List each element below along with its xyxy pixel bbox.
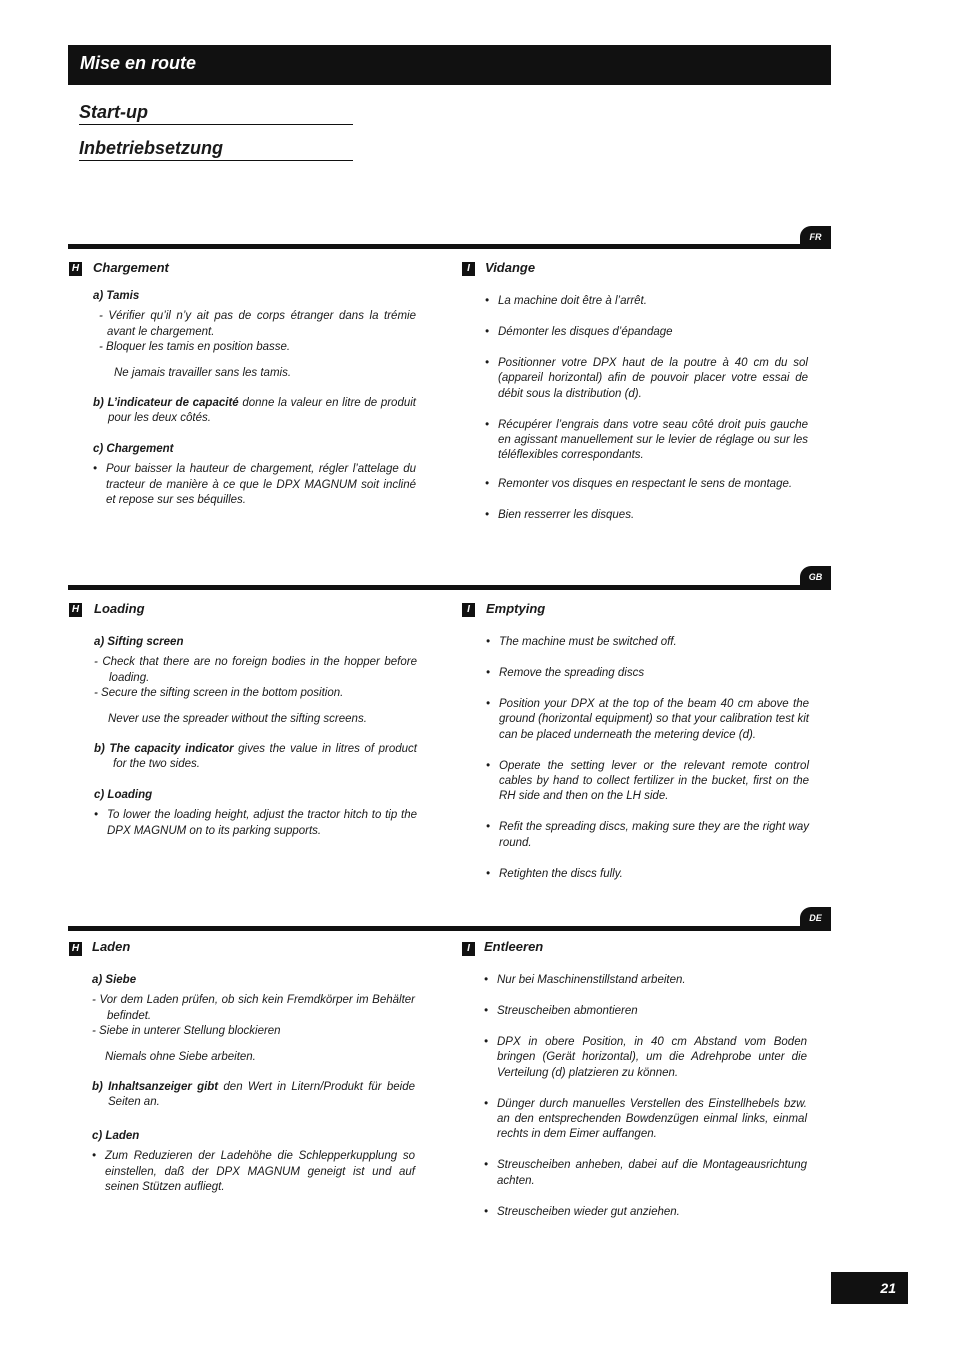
marker-i-de: I — [462, 942, 475, 956]
fr-b-bold: b) L’indicateur de capacité — [93, 397, 239, 410]
gb-right-column — [486, 635, 809, 882]
de-c-item-1: • Zum Reduzieren der Ladehöhe die Schlepperkupplung so einstellen, daß der DPX MAGNUM geneigt ist und auf seinen Stützen aufliegt. — [92, 1150, 415, 1194]
de-right-column — [484, 973, 807, 1220]
section-title-loading: Loading — [94, 601, 145, 616]
gb-b-paragraph — [94, 742, 417, 773]
gb-list-item: • Retighten the discs fully. — [486, 867, 623, 880]
de-list-item: • Dünger durch manuelles Verstellen des Einstellhebels bzw. an den entsprechenden Bowdenzügen einmal links, einmal rechts in dem Eimer auffangen. — [484, 1097, 807, 1141]
fr-c-item-1: • Pour baisser la hauteur de chargement, régler l’attelage du tracteur de manière à ce que le DPX MAGNUM soit incliné et repose sur ses béquilles. — [93, 463, 416, 507]
fr-a-note: Ne jamais travailler sans les tamis. — [114, 366, 292, 379]
lang-badge-fr: FR — [800, 226, 831, 248]
gb-list-item: • Position your DPX at the top of the beam 40 cm above the ground (horizontal equipment) so that your calibration test kit can be placed underneath the metering device (d). — [486, 697, 809, 741]
de-list-item: • Nur bei Maschinenstillstand arbeiten. — [484, 974, 686, 986]
gb-c-title: c) Loading — [94, 788, 153, 801]
de-b-bold: b) Inhaltsanzeiger gibt — [92, 1081, 219, 1094]
fr-right-column — [485, 294, 808, 523]
lang-badge-gb: GB — [800, 566, 831, 588]
gb-left-column — [94, 635, 417, 839]
section-rule-fr — [68, 244, 831, 249]
gb-a-item-2: - Secure the sifting screen in the bottom position. — [94, 687, 344, 700]
de-c-title: c) Laden — [92, 1129, 140, 1142]
gb-a-note: Never use the spreader without the sifting screens. — [108, 712, 367, 725]
fr-list-item: • Positionner votre DPX haut de la poutre à 40 cm du sol (appareil horizontal) afin de pouvoir placer votre essai de débit sous la distribution (d). — [485, 356, 808, 400]
fr-list-item: • Bien resserrer les disques. — [485, 508, 635, 521]
de-a-title: a) Siebe — [92, 974, 137, 986]
fr-left-column — [93, 289, 416, 508]
header-bar — [68, 45, 831, 85]
gb-a-title: a) Sifting screen — [94, 636, 184, 648]
de-list-item: • Streuscheiben abmontieren — [484, 1004, 638, 1017]
de-left-column — [92, 973, 415, 1195]
gb-c-item-1: • To lower the loading height, adjust the tractor hitch to tip the DPX MAGNUM on to its parking supports. — [94, 809, 417, 837]
de-list-item: • Streuscheiben wieder gut anziehen. — [484, 1205, 680, 1218]
marker-i-gb: I — [462, 603, 475, 617]
section-title-vidange: Vidange — [485, 260, 536, 275]
gb-list-item: • Operate the setting lever or the relevant remote control cables by hand to collect fertilizer in the bucket, first on the RH side and then on the LH side. — [486, 759, 809, 803]
fr-list-item: • Démonter les disques d’épandage — [485, 325, 673, 338]
gb-list-item: • Remove the spreading discs — [486, 666, 645, 679]
subtitle-start-up: Start-up — [79, 101, 353, 125]
fr-a-item-2: - Bloquer les tamis en position basse. — [99, 341, 291, 354]
fr-c-title: c) Chargement — [93, 442, 174, 455]
page-number: 21 — [831, 1272, 908, 1304]
section-rule-gb — [68, 585, 831, 590]
section-title-emptying: Emptying — [486, 601, 546, 616]
de-list-item: • Streuscheiben anheben, dabei auf die Montageausrichtung achten. — [484, 1159, 807, 1187]
subtitle-inbetriebsetzung: Inbetriebsetzung — [79, 137, 353, 161]
fr-list-item: • Remonter vos disques en respectant le sens de montage. — [485, 477, 793, 490]
fr-list-item: • Récupérer l’engrais dans votre seau côté droit puis gauche en agissant manuellement sur le levier de réglage ou sur les téléflexibles correspondants. — [485, 418, 808, 462]
marker-i-fr: I — [462, 262, 475, 276]
section-title-entleeren: Entleeren — [484, 939, 544, 954]
de-a-item-2: - Siebe in unterer Stellung blockieren — [92, 1025, 281, 1038]
fr-b-paragraph — [93, 396, 416, 427]
gb-b-bold: b) The capacity indicator — [94, 743, 234, 756]
marker-h-gb: H — [69, 603, 82, 617]
de-b-paragraph — [92, 1080, 415, 1111]
fr-a-title: a) Tamis — [93, 290, 140, 302]
de-a-item-1: - Vor dem Laden prüfen, ob sich kein Fremdkörper im Behälter befindet. — [92, 994, 415, 1022]
lang-badge-de: DE — [800, 907, 831, 929]
fr-a-item-1: - Vérifier qu’il n’y ait pas de corps étranger dans la trémie avant le chargement. — [99, 310, 416, 338]
marker-h-de: H — [69, 942, 82, 956]
marker-h-fr: H — [69, 262, 82, 276]
gb-list-item: • The machine must be switched off. — [486, 636, 677, 648]
section-title-laden: Laden — [92, 939, 131, 954]
header-title: Mise en route — [80, 53, 197, 73]
section-rule-de — [68, 926, 831, 931]
de-b-text: den Wert in Litern/Produkt für beide Seiten an. — [108, 1081, 416, 1109]
fr-b-text: donne la valeur en litre de produit pour les deux côtés. — [108, 397, 416, 425]
de-list-item: • DPX in obere Position, in 40 cm Abstand vom Boden bringen (Gerät horizontal), um die Adrehprobe unter die Verteilung (d) platzieren zu können. — [484, 1035, 807, 1079]
gb-b-text: gives the value in litres of product for the two sides. — [113, 743, 417, 771]
fr-list-item: • La machine doit être à l’arrêt. — [485, 295, 647, 307]
gb-a-item-1: - Check that there are no foreign bodies in the hopper before loading. — [94, 656, 417, 684]
de-a-note: Niemals ohne Siebe arbeiten. — [105, 1050, 256, 1063]
section-title-chargement: Chargement — [93, 260, 169, 275]
gb-list-item: • Refit the spreading discs, making sure they are the right way round. — [486, 821, 809, 849]
